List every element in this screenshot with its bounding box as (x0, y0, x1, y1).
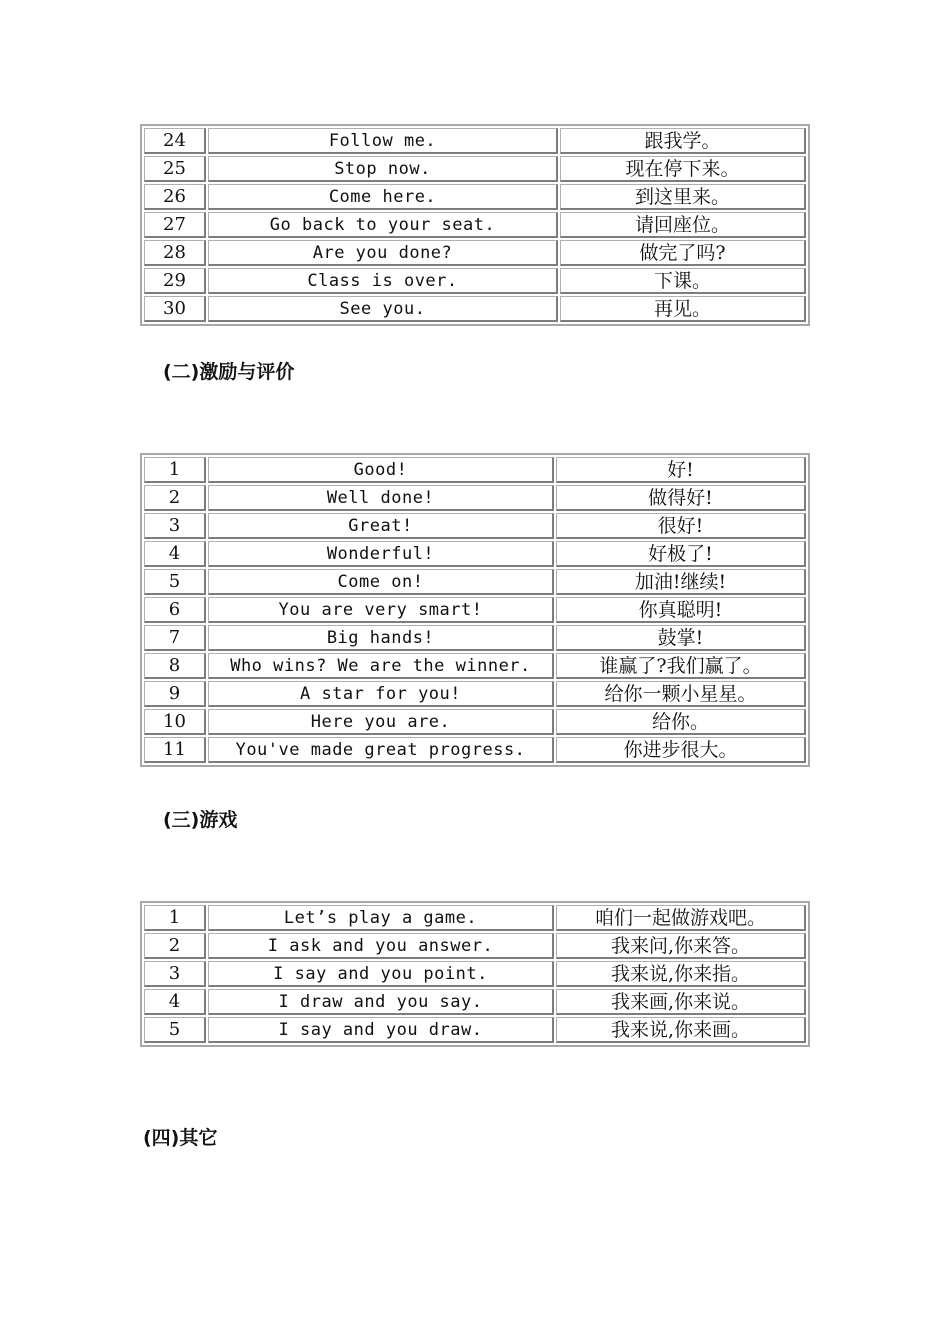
chinese-translation: 做完了吗? (560, 240, 806, 266)
table-row (144, 156, 806, 182)
row-number: 27 (144, 212, 206, 238)
table-row (144, 1017, 806, 1043)
row-number: 30 (144, 296, 206, 322)
table-row (144, 709, 806, 735)
row-number: 24 (144, 128, 206, 154)
chinese-translation: 我来说,你来指。 (556, 961, 806, 987)
table-row (144, 541, 806, 567)
table-row (144, 268, 806, 294)
english-phrase: Who wins? We are the winner. (208, 653, 554, 679)
row-number: 11 (144, 737, 206, 763)
chinese-translation: 鼓掌! (556, 625, 806, 651)
english-phrase: I say and you point. (208, 961, 554, 987)
english-phrase: I ask and you answer. (208, 933, 554, 959)
english-phrase: Let’s play a game. (208, 905, 554, 931)
chinese-translation: 好极了! (556, 541, 806, 567)
english-phrase: Here you are. (208, 709, 554, 735)
chinese-translation: 我来画,你来说。 (556, 989, 806, 1015)
table-row (144, 485, 806, 511)
chinese-translation: 给你一颗小星星。 (556, 681, 806, 707)
row-number: 6 (144, 597, 206, 623)
chinese-translation: 你进步很大。 (556, 737, 806, 763)
chinese-translation: 请回座位。 (560, 212, 806, 238)
section-heading-games: (三)游戏 (163, 809, 238, 831)
chinese-translation: 你真聪明! (556, 597, 806, 623)
phrase-table-classroom (140, 124, 810, 326)
english-phrase: Follow me. (208, 128, 558, 154)
row-number: 26 (144, 184, 206, 210)
row-number: 10 (144, 709, 206, 735)
section-heading-encouragement: (二)激励与评价 (163, 361, 295, 383)
table-row (144, 240, 806, 266)
table-row (144, 653, 806, 679)
chinese-translation: 跟我学。 (560, 128, 806, 154)
chinese-translation: 谁赢了?我们赢了。 (556, 653, 806, 679)
english-phrase: Are you done? (208, 240, 558, 266)
english-phrase: Good! (208, 457, 554, 483)
table-row (144, 569, 806, 595)
table-row (144, 184, 806, 210)
row-number: 29 (144, 268, 206, 294)
table-row (144, 457, 806, 483)
english-phrase: See you. (208, 296, 558, 322)
english-phrase: Stop now. (208, 156, 558, 182)
row-number: 28 (144, 240, 206, 266)
table-row (144, 933, 806, 959)
phrase-table-games (140, 901, 810, 1047)
row-number: 1 (144, 905, 206, 931)
table-row (144, 513, 806, 539)
row-number: 2 (144, 485, 206, 511)
row-number: 5 (144, 569, 206, 595)
english-phrase: A star for you! (208, 681, 554, 707)
english-phrase: Go back to your seat. (208, 212, 558, 238)
row-number: 1 (144, 457, 206, 483)
english-phrase: I say and you draw. (208, 1017, 554, 1043)
english-phrase: Big hands! (208, 625, 554, 651)
chinese-translation: 现在停下来。 (560, 156, 806, 182)
english-phrase: Great! (208, 513, 554, 539)
chinese-translation: 做得好! (556, 485, 806, 511)
section-heading-other: (四)其它 (143, 1127, 218, 1149)
row-number: 2 (144, 933, 206, 959)
chinese-translation: 再见。 (560, 296, 806, 322)
english-phrase: You've made great progress. (208, 737, 554, 763)
english-phrase: You are very smart! (208, 597, 554, 623)
english-phrase: Wonderful! (208, 541, 554, 567)
table-row (144, 989, 806, 1015)
row-number: 3 (144, 961, 206, 987)
row-number: 9 (144, 681, 206, 707)
row-number: 7 (144, 625, 206, 651)
chinese-translation: 我来说,你来画。 (556, 1017, 806, 1043)
table-row (144, 905, 806, 931)
chinese-translation: 到这里来。 (560, 184, 806, 210)
table-row (144, 296, 806, 322)
table-row (144, 961, 806, 987)
english-phrase: I draw and you say. (208, 989, 554, 1015)
table-row (144, 212, 806, 238)
phrase-table-encouragement (140, 453, 810, 767)
row-number: 4 (144, 989, 206, 1015)
row-number: 25 (144, 156, 206, 182)
row-number: 8 (144, 653, 206, 679)
english-phrase: Class is over. (208, 268, 558, 294)
chinese-translation: 咱们一起做游戏吧。 (556, 905, 806, 931)
table-row (144, 737, 806, 763)
table-row (144, 681, 806, 707)
chinese-translation: 加油!继续! (556, 569, 806, 595)
table-row (144, 128, 806, 154)
english-phrase: Come here. (208, 184, 558, 210)
chinese-translation: 很好! (556, 513, 806, 539)
english-phrase: Well done! (208, 485, 554, 511)
chinese-translation: 我来问,你来答。 (556, 933, 806, 959)
english-phrase: Come on! (208, 569, 554, 595)
table-row (144, 625, 806, 651)
row-number: 5 (144, 1017, 206, 1043)
table-row (144, 597, 806, 623)
chinese-translation: 下课。 (560, 268, 806, 294)
chinese-translation: 好! (556, 457, 806, 483)
chinese-translation: 给你。 (556, 709, 806, 735)
row-number: 4 (144, 541, 206, 567)
row-number: 3 (144, 513, 206, 539)
